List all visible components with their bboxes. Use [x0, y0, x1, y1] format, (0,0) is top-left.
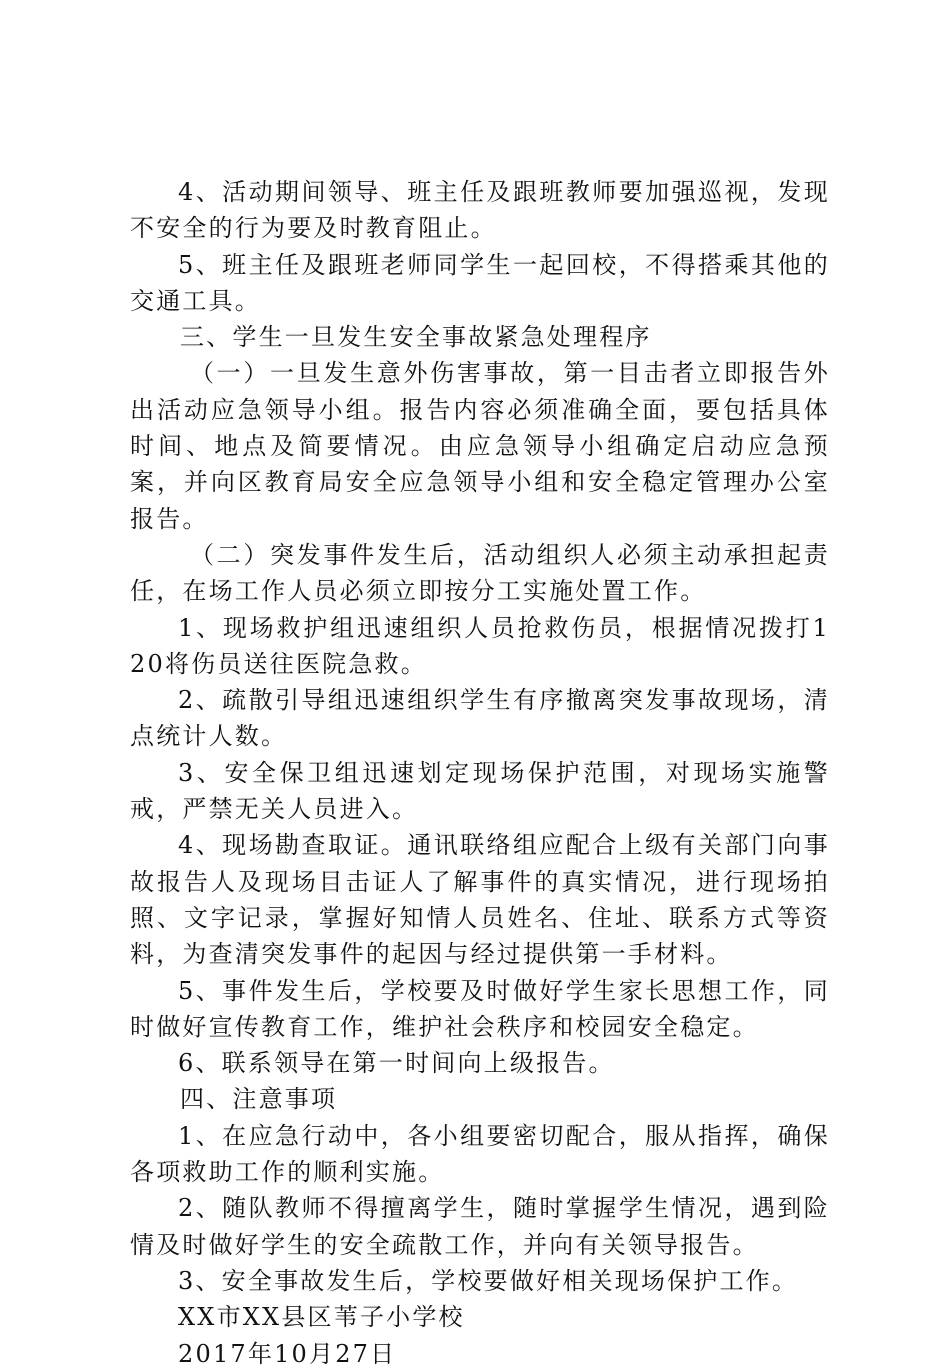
paragraph-rescue-team: 1、现场救护组迅速组织人员抢救伤员，根据情况拨打120将伤员送往医院急救。 — [130, 613, 830, 678]
signature-date: 2017年10月27日 — [178, 1339, 397, 1368]
paragraph-security-team: 3、安全保卫组迅速划定现场保护范围，对现场实施警戒，严禁无关人员进入。 — [130, 758, 830, 824]
paragraph-teacher-duty: 2、随队教师不得擅离学生，随时掌握学生情况，遇到险情及时做好学生的安全疏散工作，并向有关领导报告。 — [130, 1194, 830, 1259]
section-heading-emergency-procedure: 三、学生一旦发生安全事故紧急处理程序 — [180, 323, 652, 352]
paragraph-investigation: 4、现场勘查取证。通讯联络组应配合上级有关部门向事故报告人及现场目击证人了解事件的真实情况，进行现场拍照、文字记录，掌握好知情人员姓名、住址、联系方式等资料，为查清突发事件的起因与经过提供第一手材料。 — [130, 831, 830, 969]
paragraph-scene-protection: 3、安全事故发生后，学校要做好相关现场保护工作。 — [178, 1266, 799, 1295]
document-page — [130, 174, 830, 1372]
paragraph-accident-report: （一）一旦发生意外伤害事故，第一目击者立即报告外出活动应急领导小组。报告内容必须准确全面，要包括具体时间、地点及简要情况。由应急领导小组确定启动应急预案，并向区教育局安全应急领导小组和安全稳定管理办公室报告。 — [130, 359, 830, 533]
paragraph-evacuation-team: 2、疏散引导组迅速组织学生有序撤离突发事故现场，清点统计人数。 — [130, 686, 830, 751]
paragraph-cooperation: 1、在应急行动中，各小组要密切配合，服从指挥，确保各项救助工作的顺利实施。 — [130, 1121, 830, 1187]
paragraph-patrol: 4、活动期间领导、班主任及跟班教师要加强巡视，发现不安全的行为要及时教育阻止。 — [130, 178, 830, 243]
paragraph-emergency-response: （二）突发事件发生后，活动组织人必须主动承担起责任，在场工作人员必须立即按分工实施处置工作。 — [130, 540, 830, 606]
section-heading-notes: 四、注意事项 — [180, 1085, 338, 1114]
signature-school-name: XX市XX县区苇子小学校 — [178, 1303, 465, 1332]
paragraph-report-superior: 6、联系领导在第一时间向上级报告。 — [178, 1049, 615, 1078]
paragraph-return-school: 5、班主任及跟班老师同学生一起回校，不得搭乘其他的交通工具。 — [130, 250, 830, 315]
paragraph-after-incident: 5、事件发生后，学校要及时做好学生家长思想工作，同时做好宣传教育工作，维护社会秩序和校园安全稳定。 — [130, 976, 830, 1041]
